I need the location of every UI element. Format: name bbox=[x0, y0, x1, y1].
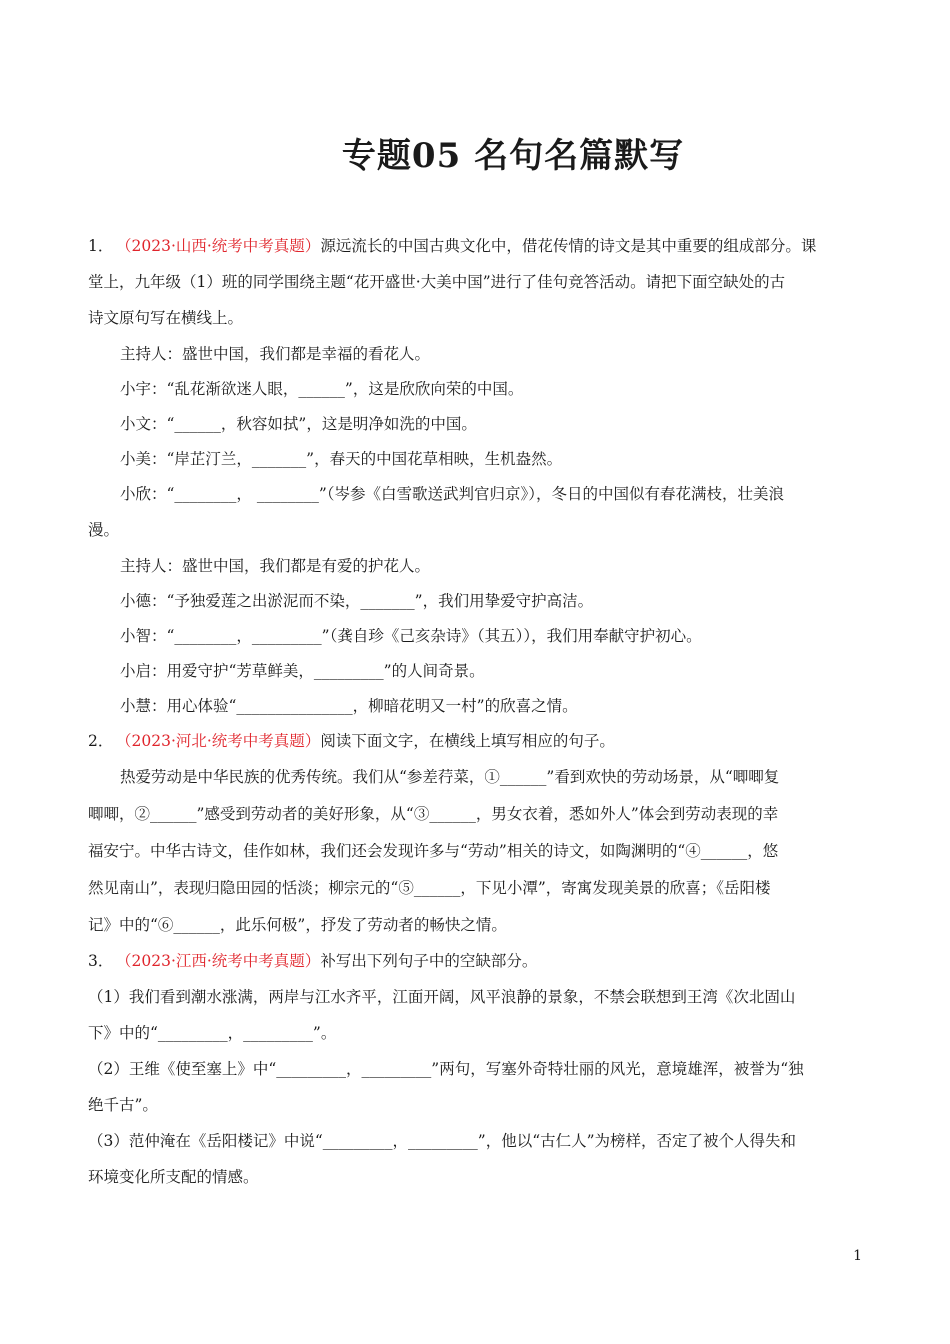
q3-line: （3）范仲淹在《岳阳楼记》中说“_________，_________”，他以“古仁人”为榜样，否定了被个人得失和 bbox=[88, 1132, 797, 1150]
q2-line: 阅读下面文字，在横线上填写相应的句子。 bbox=[320, 732, 615, 750]
q2-source: （2023·河北·统考中考真题） bbox=[116, 732, 321, 750]
q1-line: 漫。 bbox=[88, 521, 120, 539]
q3-line: 绝千古”。 bbox=[88, 1096, 158, 1114]
q2-line: 记》中的“⑥______，此乐何极”，抒发了劳动者的畅快之情。 bbox=[88, 916, 507, 934]
page-title: 专题05 名句名篇默写 bbox=[341, 136, 685, 176]
q1-line: 主持人：盛世中国，我们都是有爱的护花人。 bbox=[120, 557, 431, 575]
q1-line: 小欣：“________， ________”（岑参《白雪歌送武判官归京》），冬日的中国似有春花满枝，壮美浪 bbox=[120, 485, 785, 503]
q2-number: 2． bbox=[88, 732, 114, 750]
q1-line: 源远流长的中国古典文化中，借花传情的诗文是其中重要的组成部分。课 bbox=[320, 237, 817, 255]
q2-line: 然见南山”，表现归隐田园的恬淡；柳宗元的“⑤______，下见小潭”，寄寓发现美景的欣喜；《岳阳楼 bbox=[88, 879, 771, 897]
q1-line: 诗文原句写在横线上。 bbox=[88, 309, 244, 327]
q1-line: 小德：“予独爱莲之出淤泥而不染，_______”，我们用挚爱守护高洁。 bbox=[120, 592, 594, 610]
q1-line: 主持人：盛世中国，我们都是幸福的看花人。 bbox=[120, 345, 431, 363]
q1-heading bbox=[88, 228, 858, 264]
q1-line: 小文：“______，秋容如拭”，这是明净如洗的中国。 bbox=[120, 415, 477, 433]
q3-heading bbox=[88, 943, 858, 979]
page-number: 1 bbox=[853, 1248, 862, 1264]
q1-number: 1． bbox=[88, 237, 114, 255]
q3-line: 环境变化所支配的情感。 bbox=[88, 1168, 259, 1186]
q1-line: 小启：用爱守护“芳草鲜美，_________”的人间奇景。 bbox=[120, 662, 485, 680]
q3-line: （2）王维《使至塞上》中“_________，_________”两句，写塞外奇特壮丽的风光，意境雄浑，被誉为“独 bbox=[88, 1060, 804, 1078]
q2-line: 福安宁。中华古诗文，佳作如林，我们还会发现许多与“劳动”相关的诗文，如陶渊明的“④______，悠 bbox=[88, 842, 779, 860]
q3-number: 3． bbox=[88, 952, 114, 970]
q1-line: 小美：“岸芷汀兰，_______”，春天的中国花草相映，生机盎然。 bbox=[120, 450, 563, 468]
q3-line: 补写出下列句子中的空缺部分。 bbox=[320, 952, 538, 970]
q3-line: （1）我们看到潮水涨满，两岸与江水齐平，江面开阔，风平浪静的景象，不禁会联想到王湾《次北固山 bbox=[88, 988, 796, 1006]
q1-line: 堂上，九年级（1）班的同学围绕主题“花开盛世·大美中国”进行了佳句竞答活动。请把下面空缺处的古 bbox=[88, 273, 786, 291]
q1-line: 小宇：“乱花渐欲迷人眼，______”，这是欣欣向荣的中国。 bbox=[120, 380, 524, 398]
q2-line: 唧唧，②______”感受到劳动者的美好形象，从“③______，男女衣着，悉如外人”体会到劳动表现的幸 bbox=[88, 805, 779, 823]
q2-line: 热爱劳动是中华民族的优秀传统。我们从“参差荇菜，①______”看到欢快的劳动场景，从“唧唧复 bbox=[120, 768, 780, 786]
q1-line: 小智：“________，_________”（龚自珍《己亥杂诗》（其五）），我们用奉献守护初心。 bbox=[120, 627, 702, 645]
q3-source: （2023·江西·统考中考真题） bbox=[116, 952, 321, 970]
q2-heading bbox=[88, 723, 858, 759]
q1-source: （2023·山西·统考中考真题） bbox=[116, 237, 321, 255]
q3-line: 下》中的“_________，_________”。 bbox=[88, 1024, 337, 1042]
q1-line: 小慧：用心体验“_______________，柳暗花明又一村”的欣喜之情。 bbox=[120, 697, 578, 715]
